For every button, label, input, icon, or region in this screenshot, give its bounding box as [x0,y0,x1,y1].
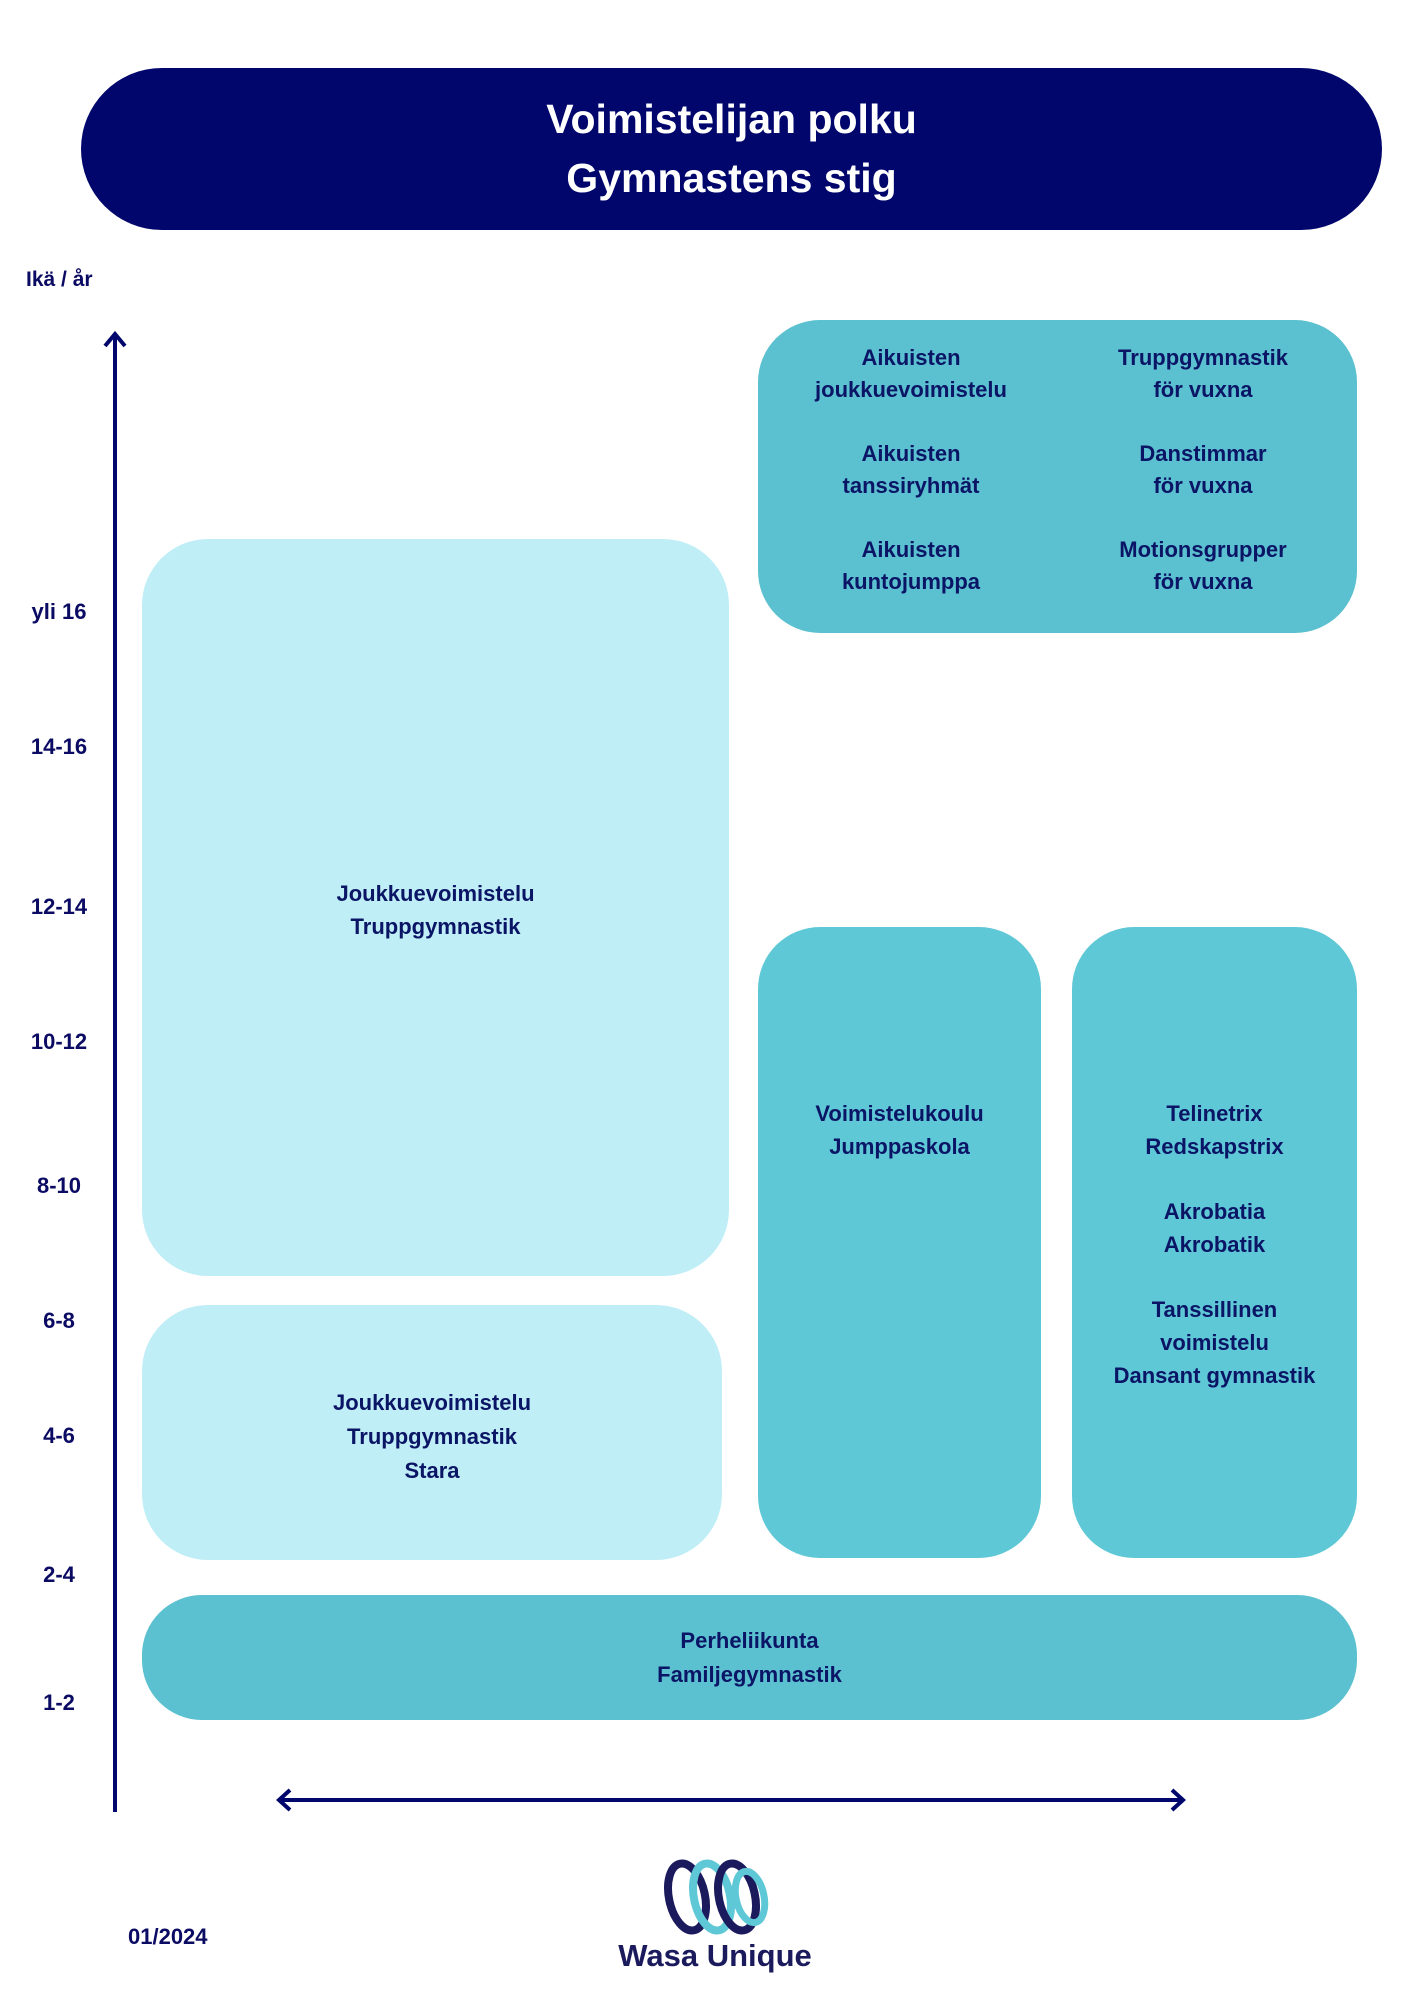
header-banner [81,68,1382,230]
title-swedish: Gymnastens stig [566,155,897,201]
team-gymnastics-label: Joukkuevoimistelu Truppgymnastik [336,880,535,939]
age-tick-2-4: 2-4 [43,1562,75,1587]
acrobatics: Akrobatia Akrobatik [1163,1199,1266,1257]
title-finnish: Voimistelijan polku [546,96,917,142]
age-tick-14-16: 14-16 [30,734,88,759]
age-tick-1-2: 1-2 [43,1690,75,1715]
footer-date: 01/2024 [128,1924,208,1949]
team-gymnastics-stara-label: Joukkuevoimistelu Truppgymnastik Stara [332,1389,532,1483]
dance-gymnastics: Tanssillinen voimistelu Dansant gymnastik [1113,1297,1316,1388]
disciplines-box [1072,927,1357,1558]
logo-text: Wasa Unique [618,1938,812,1973]
adult-groups-finnish [766,342,1056,598]
team-gymnastics-box [142,539,729,1276]
adult-team-gymnastics-sv: Truppgymnastik för vuxna [1118,345,1288,402]
age-tick-over-16: yli 16 [31,599,87,624]
adult-dance-groups-fi: Aikuisten tanssiryhmät [842,441,980,498]
adult-dance-groups-sv: Danstimmar för vuxna [1139,441,1267,498]
adult-fitness-fi: Aikuisten kuntojumppa [841,537,981,594]
gymnastics-school-box [758,927,1041,1558]
disciplines-label [1114,1097,1316,1392]
adult-fitness-sv: Motionsgrupper för vuxna [1119,537,1287,594]
axis-title: Ikä / år [26,268,93,291]
logo-loops-icon [605,1855,825,1935]
adult-groups-swedish [1058,342,1348,598]
vertical-axis-arrow [105,334,125,1812]
gymnastics-school-label: Voimistelukoulu Jumppaskola [815,1101,984,1159]
age-tick-12-14: 12-14 [30,894,88,919]
age-tick-4-6: 4-6 [43,1423,75,1448]
age-tick-10-12: 10-12 [30,1029,88,1054]
age-tick-8-10: 8-10 [36,1173,82,1198]
family-gymnastics-label: Perheliikunta Familjegymnastik [657,1627,842,1687]
wasa-unique-logo [605,1855,825,1975]
team-gymnastics-stara-box [142,1305,722,1560]
age-tick-6-8: 6-8 [43,1308,75,1333]
family-gymnastics-box [142,1595,1357,1720]
adult-groups-box [758,320,1357,633]
apparatus-trix: Telinetrix Redskapstrix [1145,1101,1284,1159]
adult-team-gymnastics-fi: Aikuisten joukkuevoimistelu [815,345,1007,402]
horizontal-double-arrow [279,1790,1183,1810]
